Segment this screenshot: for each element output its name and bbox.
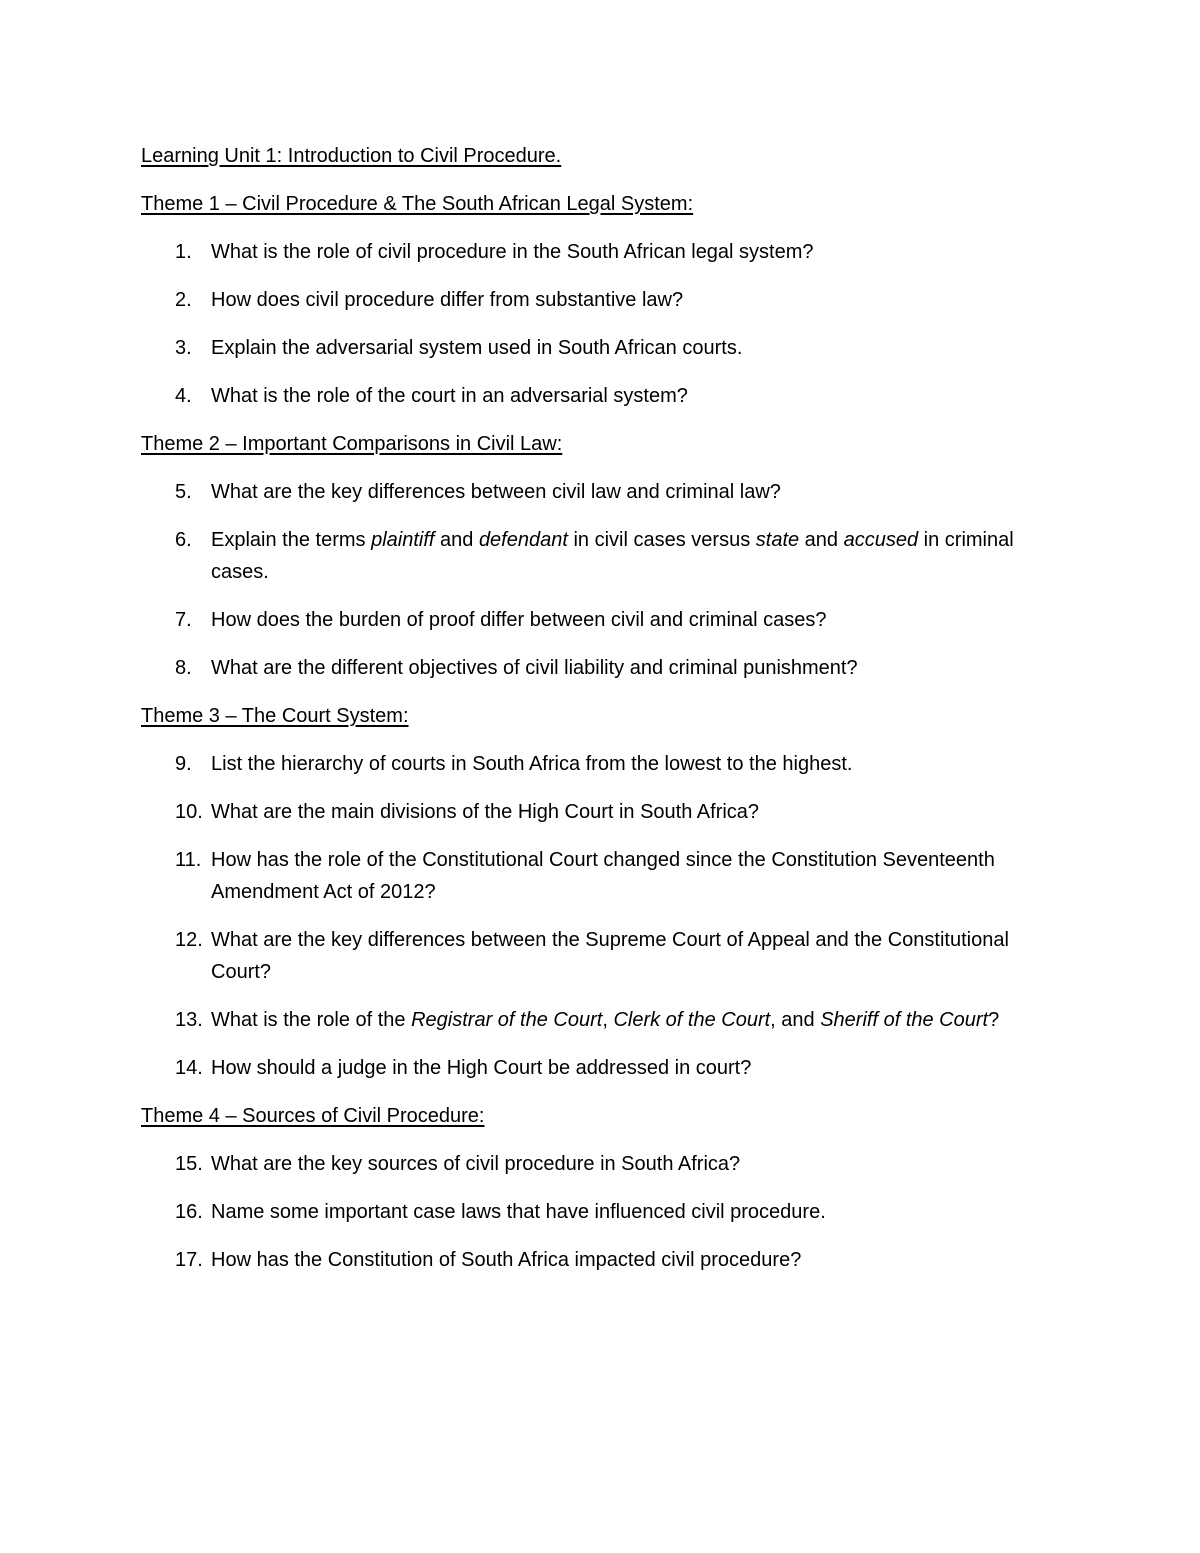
question-text — [211, 241, 814, 263]
text-segment: What are the key sources of civil procedure in South Africa? — [211, 1153, 741, 1175]
text-segment: How should a judge in the High Court be addressed in court? — [211, 1057, 752, 1079]
question-number: 15. — [175, 1153, 203, 1175]
text-segment: What are the different objectives of civil liability and criminal punishment? — [211, 657, 858, 679]
question-item — [141, 1244, 1021, 1276]
question-list — [141, 748, 1021, 1084]
question-item — [141, 380, 1021, 412]
question-text — [211, 337, 742, 359]
question-text — [211, 529, 1014, 583]
question-number: 6. — [175, 529, 192, 551]
question-item — [141, 284, 1021, 316]
italic-term: Clerk of the Court — [613, 1009, 771, 1031]
text-segment: How does civil procedure differ from substantive law? — [211, 289, 684, 311]
question-number: 4. — [175, 385, 192, 407]
question-text — [211, 1153, 740, 1175]
question-text — [211, 289, 683, 311]
question-number: 9. — [175, 753, 192, 775]
question-item — [141, 332, 1021, 364]
question-item — [141, 1148, 1021, 1180]
question-item — [141, 1052, 1021, 1084]
text-segment: How does the burden of proof differ between civil and criminal cases? — [211, 609, 827, 631]
question-text — [211, 481, 781, 503]
text-segment: in criminal cases. — [211, 529, 1014, 583]
italic-term: accused — [843, 529, 919, 551]
text-segment: What are the main divisions of the High Court in South Africa? — [211, 801, 760, 823]
question-item — [141, 476, 1021, 508]
question-item — [141, 748, 1021, 780]
document-content — [141, 140, 1021, 1292]
text-segment: What is the role of civil procedure in the South African legal system? — [211, 241, 814, 263]
question-item — [141, 604, 1021, 636]
text-segment: List the hierarchy of courts in South Africa from the lowest to the highest. — [211, 753, 853, 775]
italic-term: Sheriff of the Court — [820, 1009, 989, 1031]
unit-title: Learning Unit 1: Introduction to Civil Procedure. — [141, 145, 562, 167]
text-segment: and — [434, 529, 479, 551]
text-segment: Name some important case laws that have influenced civil procedure. — [211, 1201, 826, 1223]
question-list — [141, 1148, 1021, 1276]
question-number: 7. — [175, 609, 192, 631]
question-text — [211, 801, 759, 823]
question-text — [211, 1249, 801, 1271]
question-text — [211, 929, 1009, 983]
question-item — [141, 652, 1021, 684]
question-number: 5. — [175, 481, 192, 503]
question-number: 16. — [175, 1201, 203, 1223]
question-text — [211, 657, 858, 679]
text-segment: in civil cases versus — [567, 529, 756, 551]
text-segment: Explain the terms — [211, 529, 372, 551]
question-number: 3. — [175, 337, 192, 359]
italic-term: defendant — [478, 529, 568, 551]
question-number: 14. — [175, 1057, 203, 1079]
italic-term: Registrar of the Court — [411, 1009, 603, 1031]
question-text — [211, 385, 688, 407]
theme-heading: Theme 3 – The Court System: — [141, 705, 409, 727]
question-text — [211, 609, 827, 631]
question-text — [211, 1057, 751, 1079]
text-segment: , — [602, 1009, 614, 1031]
text-segment: What is the role of the court in an adversarial system? — [211, 385, 688, 407]
question-text — [211, 753, 852, 775]
question-text — [211, 1201, 826, 1223]
question-number: 17. — [175, 1249, 203, 1271]
text-segment: How has the Constitution of South Africa impacted civil procedure? — [211, 1249, 802, 1271]
question-item — [141, 524, 1021, 588]
question-item — [141, 844, 1021, 908]
text-segment: What is the role of the — [211, 1009, 412, 1031]
theme-heading: Theme 1 – Civil Procedure & The South African Legal System: — [141, 193, 694, 215]
question-number: 8. — [175, 657, 192, 679]
text-segment: Explain the adversarial system used in South African courts. — [211, 337, 743, 359]
text-segment: What are the key differences between the Supreme Court of Appeal and the Constitutional Court? — [211, 929, 1009, 983]
theme-heading: Theme 2 – Important Comparisons in Civil Law: — [141, 433, 563, 455]
question-number: 10. — [175, 801, 203, 823]
text-segment: , and — [770, 1009, 821, 1031]
text-segment: What are the key differences between civil law and criminal law? — [211, 481, 781, 503]
question-item — [141, 1004, 1021, 1036]
question-number: 11. — [175, 849, 202, 871]
question-number: 13. — [175, 1009, 203, 1031]
question-number: 2. — [175, 289, 192, 311]
themes-container — [141, 188, 1021, 1276]
question-text — [211, 1009, 999, 1031]
question-list — [141, 236, 1021, 412]
question-item — [141, 1196, 1021, 1228]
question-item — [141, 236, 1021, 268]
question-number: 12. — [175, 929, 203, 951]
italic-term: state — [755, 529, 800, 551]
question-number: 1. — [175, 241, 192, 263]
question-item — [141, 924, 1021, 988]
text-segment: How has the role of the Constitutional Court changed since the Constitution Seventeenth Amendment Act of 2012? — [211, 849, 995, 903]
text-segment: and — [799, 529, 844, 551]
question-text — [211, 849, 995, 903]
text-segment: ? — [988, 1009, 1000, 1031]
question-list — [141, 476, 1021, 684]
italic-term: plaintiff — [371, 529, 435, 551]
question-item — [141, 796, 1021, 828]
theme-heading: Theme 4 – Sources of Civil Procedure: — [141, 1105, 485, 1127]
